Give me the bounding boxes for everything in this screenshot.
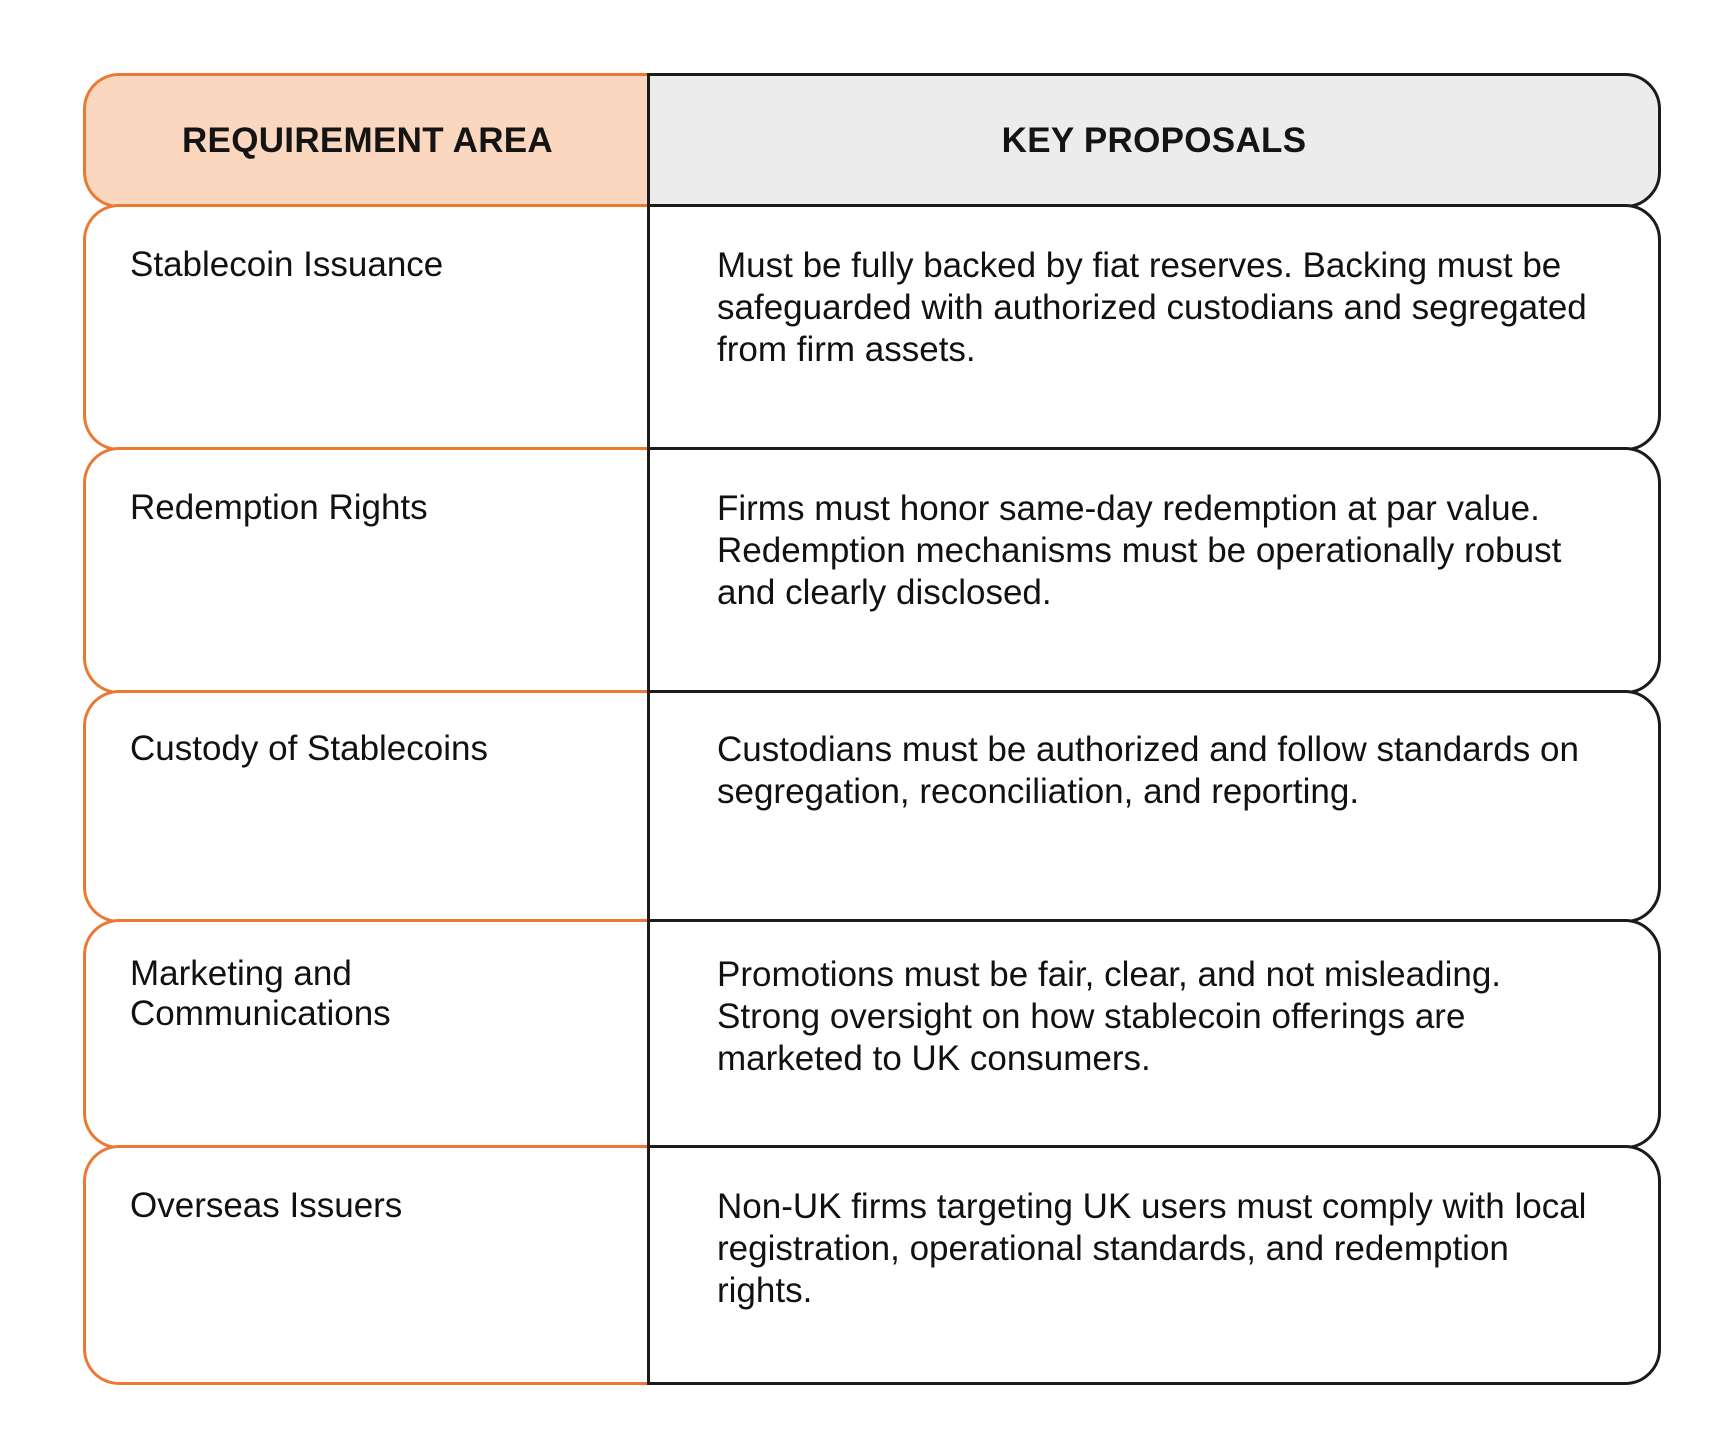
table-row-area — [83, 204, 649, 451]
header-key-proposals-label: KEY PROPOSALS — [1001, 120, 1307, 160]
table-row-proposal — [647, 1145, 1661, 1385]
table-row-area — [83, 447, 649, 694]
table-row-proposal — [647, 919, 1661, 1149]
table-row-area — [83, 1145, 649, 1385]
area-label: Overseas Issuers — [130, 1186, 403, 1225]
proposal-text: Custodians must be authorized and follow standards on segregation, reconciliation, and reporting. — [717, 730, 1579, 811]
table-row-area — [83, 690, 649, 923]
proposal-text: Firms must honor same-day redemption at par value. Redemption mechanisms must be operationally robust and clearly disclosed. — [717, 489, 1562, 612]
area-label: Redemption Rights — [130, 488, 428, 527]
table-row-proposal — [647, 204, 1661, 451]
area-label: Custody of Stablecoins — [130, 729, 488, 768]
proposal-text: Must be fully backed by fiat reserves. Backing must be safeguarded with authorized custodians and segregated from firm assets. — [717, 246, 1587, 369]
area-label: Marketing and Communications — [130, 954, 391, 1033]
proposal-text: Promotions must be fair, clear, and not misleading. Strong oversight on how stablecoin offerings are marketed to UK consumers. — [717, 955, 1502, 1078]
requirements-table — [83, 73, 1661, 1385]
header-requirement-area — [83, 73, 649, 208]
table-row-proposal — [647, 690, 1661, 923]
table-row-area — [83, 919, 649, 1149]
table-row-proposal — [647, 447, 1661, 694]
proposal-text: Non-UK firms targeting UK users must comply with local registration, operational standards, and redemption rights. — [717, 1187, 1587, 1310]
header-key-proposals — [647, 73, 1661, 208]
area-label: Stablecoin Issuance — [130, 245, 444, 284]
header-requirement-area-label: REQUIREMENT AREA — [181, 120, 554, 160]
